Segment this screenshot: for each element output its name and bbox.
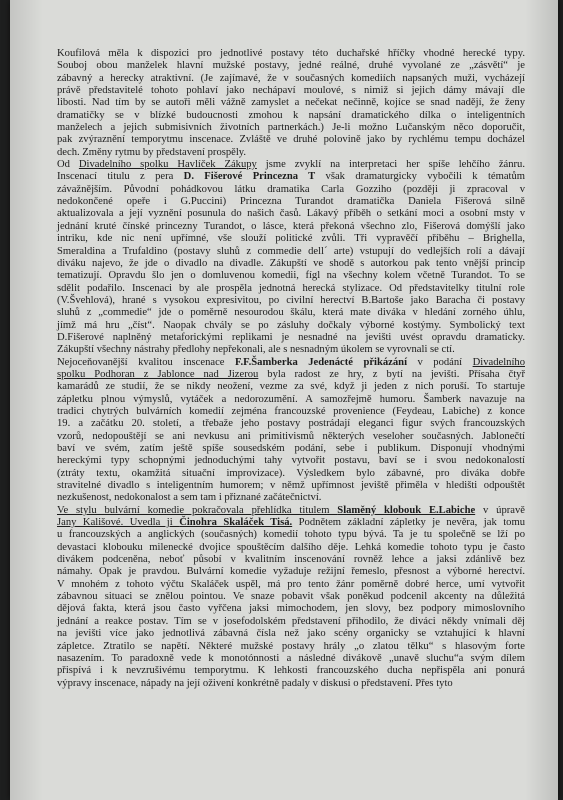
text-span: dramatičky se v blízké budoucnosti zmohou k napsání dramatického dílka o inteligentních [57, 109, 525, 121]
text-span: Zákupští všechny nástrahy předlohy nepřekonali, ale s nesnadným úkolem se vyrovnali se ctí. [57, 344, 455, 356]
text-line [57, 208, 525, 220]
text-line [57, 357, 525, 369]
text-line [57, 344, 525, 356]
text-span: sdělit podařilo. Inscenaci by ale prospěla jednotná herecká stylizace. Od představitelky titulní role [57, 282, 525, 294]
text-span: jsme zvyklí na interpretaci her spíše lehčího žánru. [256, 159, 525, 171]
text-span: jednání a reakce postav. Tím se v josefodolském představení přihodilo, že diváci někdy vnímali děj [57, 615, 525, 627]
text-line [57, 431, 525, 443]
text-line [57, 381, 525, 393]
text-line [57, 480, 525, 492]
text-line [57, 48, 525, 60]
text-line [57, 678, 525, 690]
text-span: v podání [407, 356, 473, 368]
text-line [57, 196, 525, 208]
text-line [57, 60, 525, 72]
text-span: dech. Změny rytmu by představení prospěly. [57, 146, 247, 158]
underlined-text: Jany Kališové. Uvedla ji [57, 517, 180, 529]
text-line [57, 307, 525, 319]
text-span: Koufilová měla k dispozici pro jednotlivé postavy této duchařské hříčky vhodné herecké typy. [57, 48, 525, 59]
text-span: zábavný a herecky atraktivní. (Je zajímavé, že v současných komediích napsaných muži, vycházejí [57, 72, 525, 84]
text-line [57, 406, 525, 418]
text-span: však dramaturgicky vybočili k tématům [315, 171, 526, 183]
text-line [57, 270, 525, 282]
text-line [57, 283, 525, 295]
text-span: (V.Švehlová), hrané s vysokou expresivitou, po civilní herectví B.Bartoše jako Baracha či postavy [57, 294, 525, 306]
text-span: závažnějším. Původní pohádkovou látku dramatika Carla Gozziho (později ji zpracoval v [57, 183, 525, 195]
text-line [57, 233, 525, 245]
text-span: zápletce. Ztratilo se napětí. Některé mužské postavy hrály „o zlatou tělku“ s hlasovým forte [57, 640, 525, 652]
text-line [57, 320, 525, 332]
text-span: Od [57, 159, 79, 171]
text-span: Nejoceňovanější kvalitou inscenace [57, 356, 235, 368]
text-line [57, 147, 525, 159]
text-line [57, 85, 525, 97]
text-span: nezkušenost, nedokonalost a sem tam i přiznané začátečnictví. [57, 492, 322, 504]
text-span: Souboj obou manželek hlavní mužské postavy, jedné reálné, druhé vyvolané ze „zásvětí“ je [57, 60, 525, 72]
text-span: zápletku plnou výmyslů, vytáček a nedorozumění. A samozřejmě humoru. Šamberk navazuje na [57, 393, 525, 405]
underlined-text: Ve stylu bulvární komedie pokračovala přehlídka titulem [57, 504, 338, 516]
text-line [57, 554, 525, 566]
bold-title: D. Fišerové Princezna T [183, 171, 316, 183]
text-line [57, 505, 525, 517]
text-line [57, 529, 525, 541]
text-span: baví ve svém, zatím ještě spíše sousedském podání, sebe i publikum. Disponují vhodnými [57, 443, 525, 454]
text-span: sluhů z „commedie“ jde o poměrně nesourodou škálu, která mate diváka v hledání zorného úhlu, [57, 307, 525, 319]
underlined-text: Divadelního spolku Havlíček Zákupy [78, 159, 257, 171]
text-line [57, 653, 525, 665]
text-line [57, 628, 525, 640]
text-line [57, 246, 525, 258]
text-span: libosti. Nad tím by se autoři měli vážně zamyslet a nečekat nečinně, kojíce se snad nadějí, že ženy [57, 97, 525, 109]
text-line [57, 332, 525, 344]
text-span: na jevišti více jako jednotlivá zábavná čísla než jako scény organicky se vztahující k hlavní [57, 628, 525, 640]
text-span: jímž má hru „číst“. Naopak chvály se po zásluhy dočkaly výborné kostýmy. Symbolický text [57, 319, 525, 331]
text-span: tradici chytrých bulvárních komedií zejména francouzské provenience (Feydeau, Labiche) z konce [57, 405, 525, 417]
text-line [57, 517, 525, 529]
text-line [57, 603, 525, 615]
text-span: v úpravě [475, 504, 525, 516]
text-span: přispívá i k nevzrušivému temporytmu. K lehkosti francouzského ducha nepřispěla ani ponurá [57, 665, 525, 677]
text-span: diváku najevo, že jde o divadlo na divadle. Zákupští ve shodě s autorkou pak tento vnější princip [57, 257, 525, 269]
text-line [57, 258, 525, 270]
text-span: nedokončené opeře i G.Puccini) Princezna Turandot dramatička Daniela Fišerová silně [57, 196, 525, 208]
text-span: tematizují. Opravdu šlo jen o domluvenou komedii, fígl na všechny kolem včetně Turandot. To se [57, 270, 525, 282]
text-span: nasazením. To paradoxně vede k monotónnosti a následné divákově „unavě sluchu“a svým dílem [57, 652, 525, 664]
text-line [57, 369, 525, 381]
text-line [57, 184, 525, 196]
text-line [57, 566, 525, 578]
text-span: aktualizovala a její vyznění posunula do našich časů. Lákavý příběh o setkání moci a osobní msty v [57, 208, 525, 220]
text-span: V mnohém z tohoto výčtu Skaláček uspěl, má pro tento žánr poměrně dobré herce, umí vytvořit [57, 578, 525, 590]
text-line [57, 591, 525, 603]
text-line [57, 73, 525, 85]
bold-title: Činohra Skaláček Tisá. [179, 517, 293, 529]
text-span: jednání kruté čínské princezny Turandot, o lásce, která překoná všechno zlo, Fišerová domýšlí jako [57, 220, 525, 232]
document-page [10, 0, 558, 800]
text-line [57, 171, 525, 183]
text-line [57, 134, 525, 146]
text-span: vzorů, nedopouštějí se ani nevkusu ani primitivismů některých veseloher současných. Jablonečtí [57, 430, 525, 442]
text-span: devastaci klobouku milenecké dvojice spouštěcím dalšího děje. Lehká komedie tohoto typu je často [57, 541, 525, 553]
text-span: manželech a jejich submisivních životních partnerkách.) Je-li možno Lučanským něco doporučit, [57, 122, 525, 134]
text-line [57, 665, 525, 677]
text-line [57, 394, 525, 406]
text-span: 19. a začátku 20. století, a třebaže jeho postavy postrádají eleganci figur svých francouzských [57, 418, 525, 430]
underlined-text: Divadelního [472, 356, 525, 368]
document-body [57, 48, 525, 690]
bold-title: Slaměný klobouk E.Labiche [337, 504, 476, 516]
text-line [57, 542, 525, 554]
text-span: stravitelné divadlo s inteligentním humorem; v němž upřímnost jeviště přiměla v hledišti odpouštět [57, 480, 525, 492]
bold-title: F.F.Šamberka Jedenácté přikázání [234, 356, 408, 368]
text-span: dějová fakta, která jsou často vyřčena jaksi mimochodem, jen slovy, bez podpory mimoslovního [57, 603, 525, 615]
text-span: D.Fišerové naplněný metaforickými replikami je nesnadné na jevišti uvést opravdu dramaticky. [57, 331, 525, 343]
text-span: námahy. Opak je pravdou. Bulvární komedie vyžaduje režijní řemeslo, přesnost a výborné herectví. [57, 566, 525, 578]
text-line [57, 221, 525, 233]
text-span: právě představitelé tohoto pohlaví jako nechápaví moulové, s nimiž si jejich dámy mávají dle [57, 85, 525, 97]
text-span: byla radost ze hry, z bytí na jevišti. Přísaha čtyř [258, 368, 525, 380]
text-span: Smeraldina a Trufaldino (postavy sluhů z commedie dell´ arte) vstupují do vedlejších rolí a dávají [57, 245, 525, 257]
text-span: intriku, kde nic není upřímné, vše slouží politické zvůli. Tři vypravěčí příběhu – Brighella, [57, 233, 525, 245]
text-line [57, 97, 525, 109]
text-line [57, 295, 525, 307]
text-line [57, 122, 525, 134]
text-line [57, 492, 525, 504]
underlined-text: spolku Podhoran z Jablonce nad Jizerou [57, 368, 259, 380]
text-line [57, 455, 525, 467]
text-span: (ztráty textu, okamžitá situační improvizace). Výsledkem bylo zábavné, pro diváka dobře [57, 467, 525, 479]
text-span: Podnětem základní zápletky je nevěra, jak tomu [292, 517, 526, 529]
text-line [57, 443, 525, 455]
text-line [57, 579, 525, 591]
text-span: hereckými typy schopnými jednoduchými tahy vytvořit postavu, baví se i svou nedokonalostí [57, 455, 525, 467]
text-line [57, 418, 525, 430]
text-span: Inscenací titulu z pera [57, 171, 184, 183]
text-line [57, 159, 525, 171]
text-span: pak zvýraznění temporytmu inscenace. Zvláště ve druhé polovině jako by rychlému tempu docházel [57, 134, 525, 146]
text-span: u francouzských a anglických (současných) komedií tohoto typu bývá. Ta je tu společně se lží po [57, 529, 525, 541]
text-span: divákem podceněna, neboť působí v kvalitním inscenování rovněž lehce a jaksi zdánlivě bez [57, 554, 525, 566]
text-span: zábavnou situaci se znělou pointou. Ve snaze pobavit však poněkud podcenil akcenty na důležitá [57, 591, 525, 603]
text-line [57, 468, 525, 480]
text-span: výpravy inscenace, nápady na její oživení konkrétně padaly v diskusi o představení. Přes tyto [57, 677, 453, 689]
text-line [57, 616, 525, 628]
text-line [57, 110, 525, 122]
text-span: kamarádů ze studií, že se nikdy neožení, vezme za své, když ji jeden z nich poruší. To startuje [57, 381, 525, 393]
text-line [57, 641, 525, 653]
